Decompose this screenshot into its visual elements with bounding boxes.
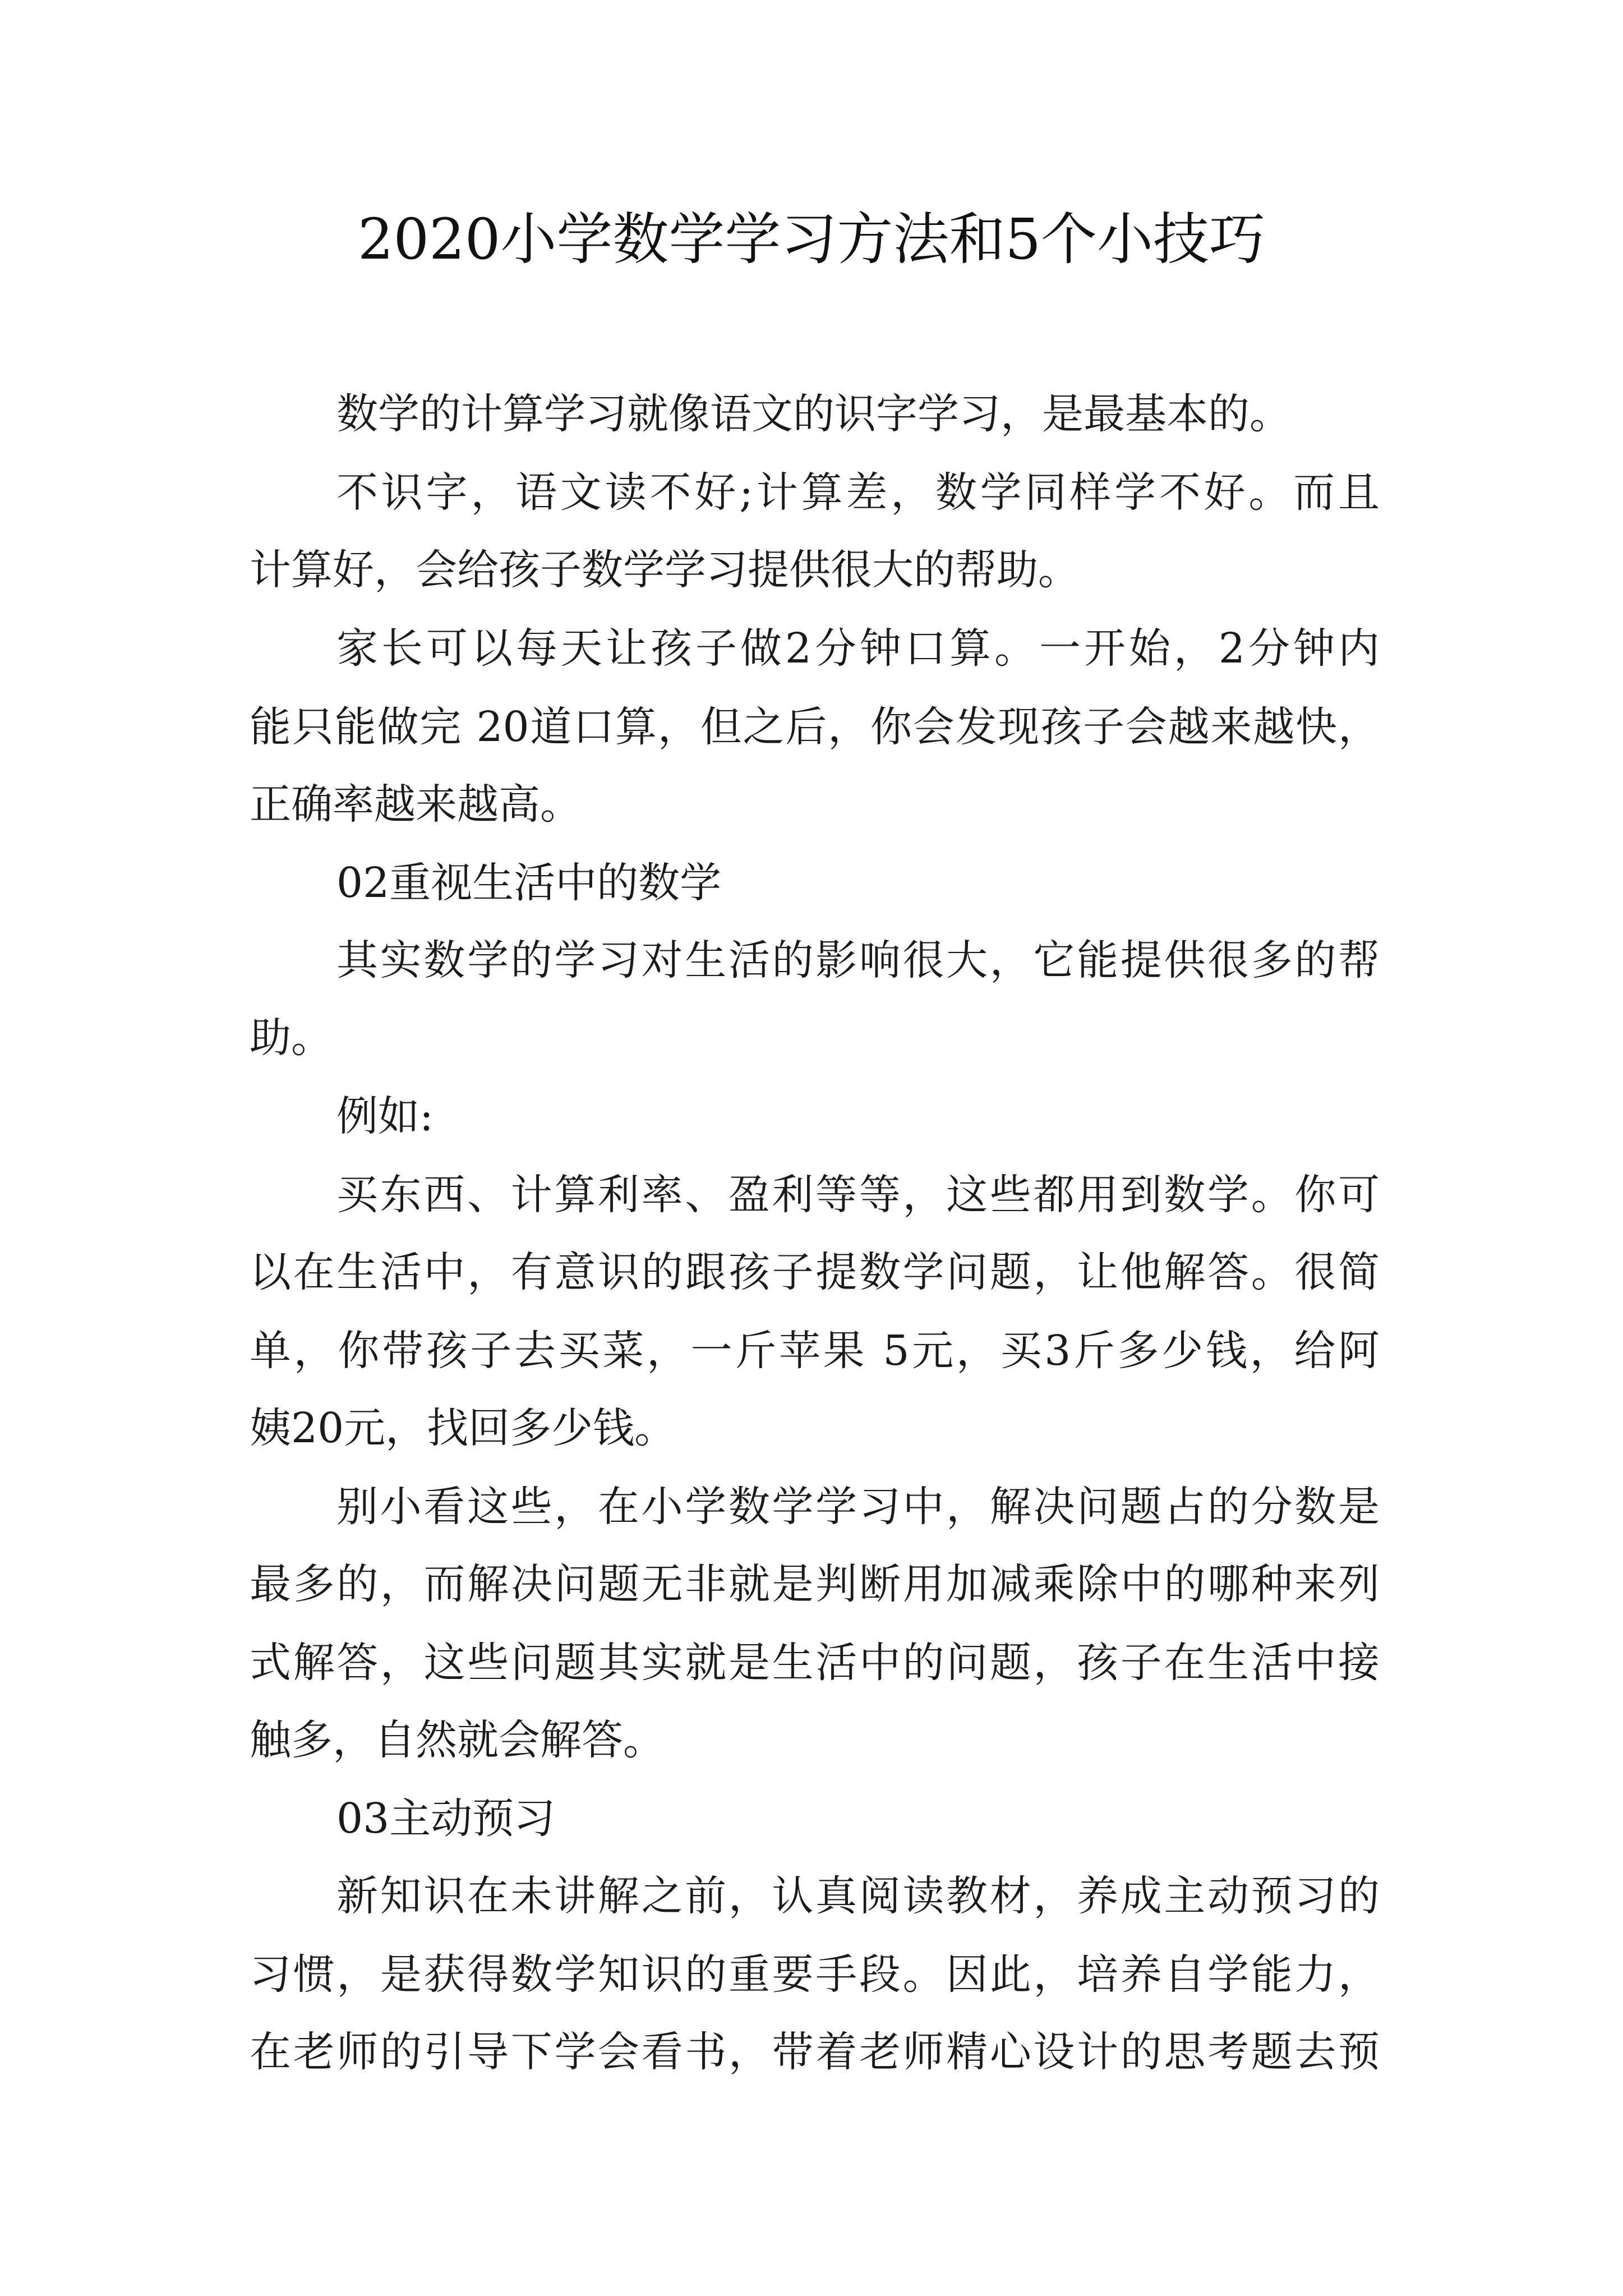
paragraph-line: 其实数学的学习对生活的影响很大，它能提供很多的帮 bbox=[336, 936, 1380, 984]
paragraph-line: 新知识在未讲解之前，认真阅读教材，养成主动预习的 bbox=[336, 1872, 1380, 1920]
paragraph-line: 例如: bbox=[336, 1092, 434, 1140]
paragraph-line: 计算好，会给孩子数学学习提供很大的帮助。 bbox=[250, 546, 1080, 594]
paragraph-line: 单，你带孩子去买菜，一斤苹果 5元，买3斤多少钱，给阿 bbox=[250, 1327, 1380, 1375]
paragraph-line: 不识字，语文读不好;计算差，数学同样学不好。而且 bbox=[336, 468, 1380, 517]
paragraph-line: 数学的计算学习就像语文的识字学习，是最基本的。 bbox=[336, 390, 1291, 438]
page-title: 2020小学数学学习方法和5个小技巧 bbox=[357, 206, 1266, 272]
paragraph-line: 习惯，是获得数学知识的重要手段。因此，培养自学能力， bbox=[250, 1950, 1380, 1999]
paragraph-line: 别小看这些，在小学数学学习中，解决问题占的分数是 bbox=[336, 1483, 1380, 1531]
paragraph-line: 能只能做完 20道口算，但之后，你会发现孩子会越来越快， bbox=[250, 703, 1380, 751]
paragraph-line: 最多的，而解决问题无非就是判断用加减乘除中的哪种来列 bbox=[250, 1560, 1380, 1608]
paragraph-line: 式解答，这些问题其实就是生活中的问题，孩子在生活中接 bbox=[250, 1639, 1380, 1687]
paragraph-line: 买东西、计算利率、盈利等等，这些都用到数学。你可 bbox=[336, 1171, 1380, 1219]
paragraph-line: 助。 bbox=[250, 1014, 333, 1062]
paragraph-line: 以在生活中，有意识的跟孩子提数学问题，让他解答。很简 bbox=[250, 1248, 1380, 1296]
paragraph-line: 姨20元，找回多少钱。 bbox=[250, 1404, 676, 1452]
section-heading: 02重视生活中的数学 bbox=[336, 859, 722, 907]
paragraph-line: 正确率越来越高。 bbox=[250, 780, 582, 829]
paragraph-line: 家长可以每天让孩子做2分钟口算。一开始，2分钟内 bbox=[336, 624, 1380, 673]
section-heading: 03主动预习 bbox=[336, 1795, 556, 1843]
paragraph-line: 触多，自然就会解答。 bbox=[250, 1716, 665, 1764]
paragraph-line: 在老师的引导下学会看书，带着老师精心设计的思考题去预 bbox=[250, 2028, 1380, 2076]
